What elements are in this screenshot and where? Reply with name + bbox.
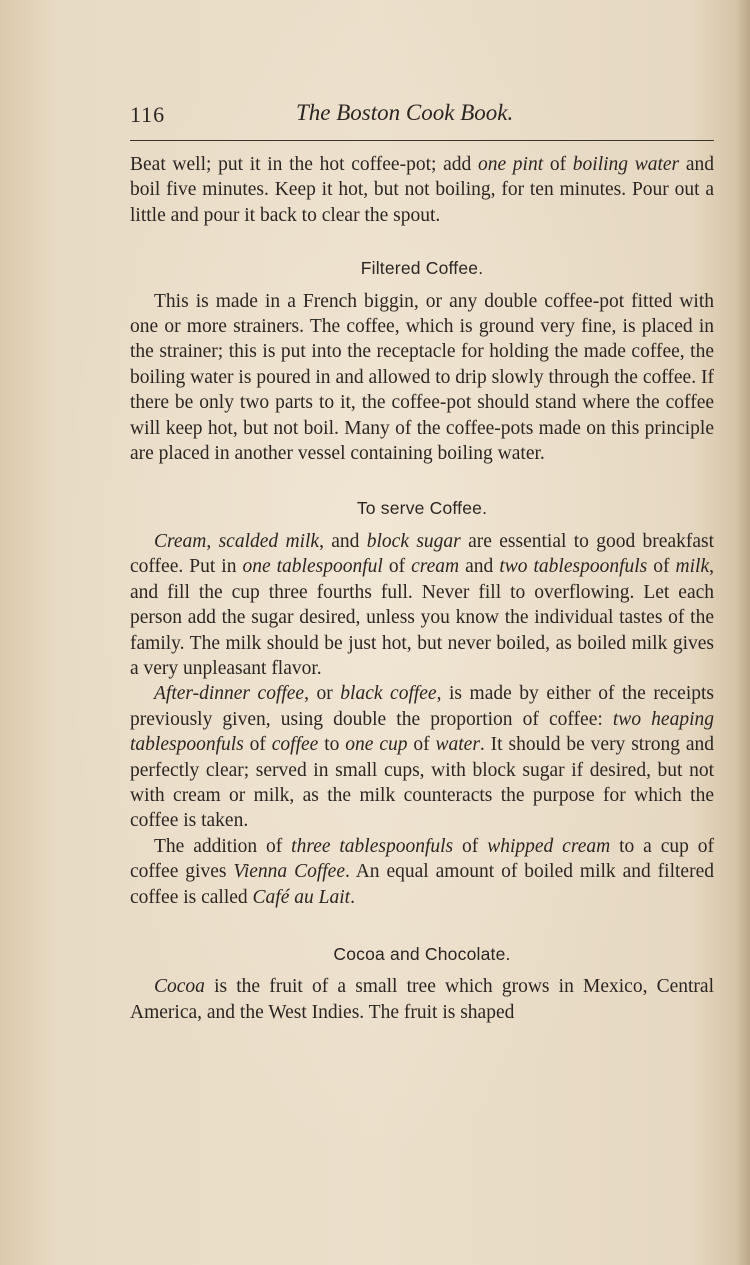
text-run: to: [318, 734, 346, 756]
italic-run: one cup: [345, 734, 408, 756]
header-rule: [130, 140, 714, 141]
italic-run: coffee: [271, 734, 319, 756]
heading-cocoa-and-chocolate: Cocoa and Chocolate.: [333, 943, 511, 964]
heading-to-serve-coffee: To serve Coffee.: [356, 498, 488, 519]
text-run: , is made by either of the receipts previously given, using double the proportion of coffee:: [130, 683, 715, 730]
italic-run: After-dinner coffee: [154, 683, 305, 705]
italic-run: milk: [675, 556, 710, 578]
page-header: [130, 98, 714, 134]
paragraph-coffee-continued: [130, 152, 714, 228]
italic-run: scalded milk: [218, 530, 320, 552]
heading-filtered-coffee: Filtered Coffee.: [360, 258, 484, 279]
text-run: of: [243, 734, 272, 756]
text-run: are essential to good breakfast coffee. Put in: [130, 530, 715, 578]
text-run: , and: [319, 530, 367, 552]
text-run: , and fill the cup three fourths full. Never fill to overflowing. Let each person add the sugar desired, unless you know the individual tastes of the family. The milk should be just hot, but never boiled, as boiled milk gives a very unpleasant flavor.: [130, 556, 714, 679]
text-run: , or: [304, 683, 341, 705]
italic-run: two tablespoonfuls: [499, 556, 648, 578]
italic-run: black coffee: [340, 683, 437, 705]
page-edge-shadow: [736, 0, 750, 1265]
italic-run: one tablespoonful: [242, 556, 383, 578]
text-run: The addition of: [154, 835, 292, 857]
text-run: to a cup of coffee gives: [130, 835, 714, 883]
paragraph-filtered-coffee: This is made in a French biggin, or any double coffee-pot fitted with one or more strainers. The coffee, which is ground very fine, is placed in the strainer; this is put into the receptacle for holding the made coffee, the boiling water is poured in and allowed to drip slowly through the coffee. If there be only two parts to it, the coffee-pot should stand where the coffee will keep hot, but not boil. Many of the coffee-pots made on this principle are placed in another vessel containing boiling water.: [130, 290, 714, 465]
text-run: and boil five minutes. Keep it hot, but not boiling, for ten minutes. Pour out a little and pour it back to clear the spout.: [130, 154, 715, 226]
text-run: of: [382, 556, 412, 578]
italic-run: one pint: [477, 154, 544, 175]
text-run: and: [459, 556, 500, 578]
paragraph-after-dinner-coffee: [130, 681, 714, 833]
text-run: ,: [206, 530, 219, 552]
text-run: of: [647, 556, 676, 578]
italic-run: Vienna Coffee: [233, 861, 345, 883]
running-title: The Boston Cook Book.: [296, 100, 514, 125]
italic-run: boiling water: [572, 154, 680, 175]
paragraph-serve-breakfast: [130, 529, 714, 681]
text-run: is the fruit of a small tree which grows in Mexico, Central America, and the West Indies. The fruit is shaped: [130, 976, 714, 1023]
italic-run: Cocoa: [154, 976, 205, 998]
italic-run: two heaping tablespoonfuls: [130, 708, 714, 756]
text-run: .: [350, 886, 355, 908]
italic-run: Cream: [154, 530, 207, 552]
paragraph-cocoa: [130, 974, 714, 1025]
italic-run: Café au Lait: [252, 886, 351, 908]
text-run: Beat well; put it in the hot coffee-pot; add: [130, 154, 478, 175]
page-number: 116: [130, 102, 166, 127]
paragraph-vienna-coffee: [130, 834, 714, 910]
italic-run: whipped cream: [487, 835, 611, 857]
italic-run: block sugar: [366, 530, 461, 552]
text-run: . It should be very strong and perfectly clear; served in small cups, with block sugar if desired, but not with cream or milk, as the milk counteracts the purpose for which the coffee is taken.: [130, 734, 714, 832]
italic-run: three tablespoonfuls: [291, 835, 454, 857]
text-run: . An equal amount of boiled milk and filtered coffee is called: [130, 861, 714, 908]
italic-run: cream: [411, 556, 460, 578]
italic-run: water: [435, 734, 480, 756]
page-body: [130, 152, 714, 1025]
text-run: of: [543, 154, 573, 175]
text-run: of: [407, 734, 436, 756]
text-run: of: [453, 835, 488, 857]
